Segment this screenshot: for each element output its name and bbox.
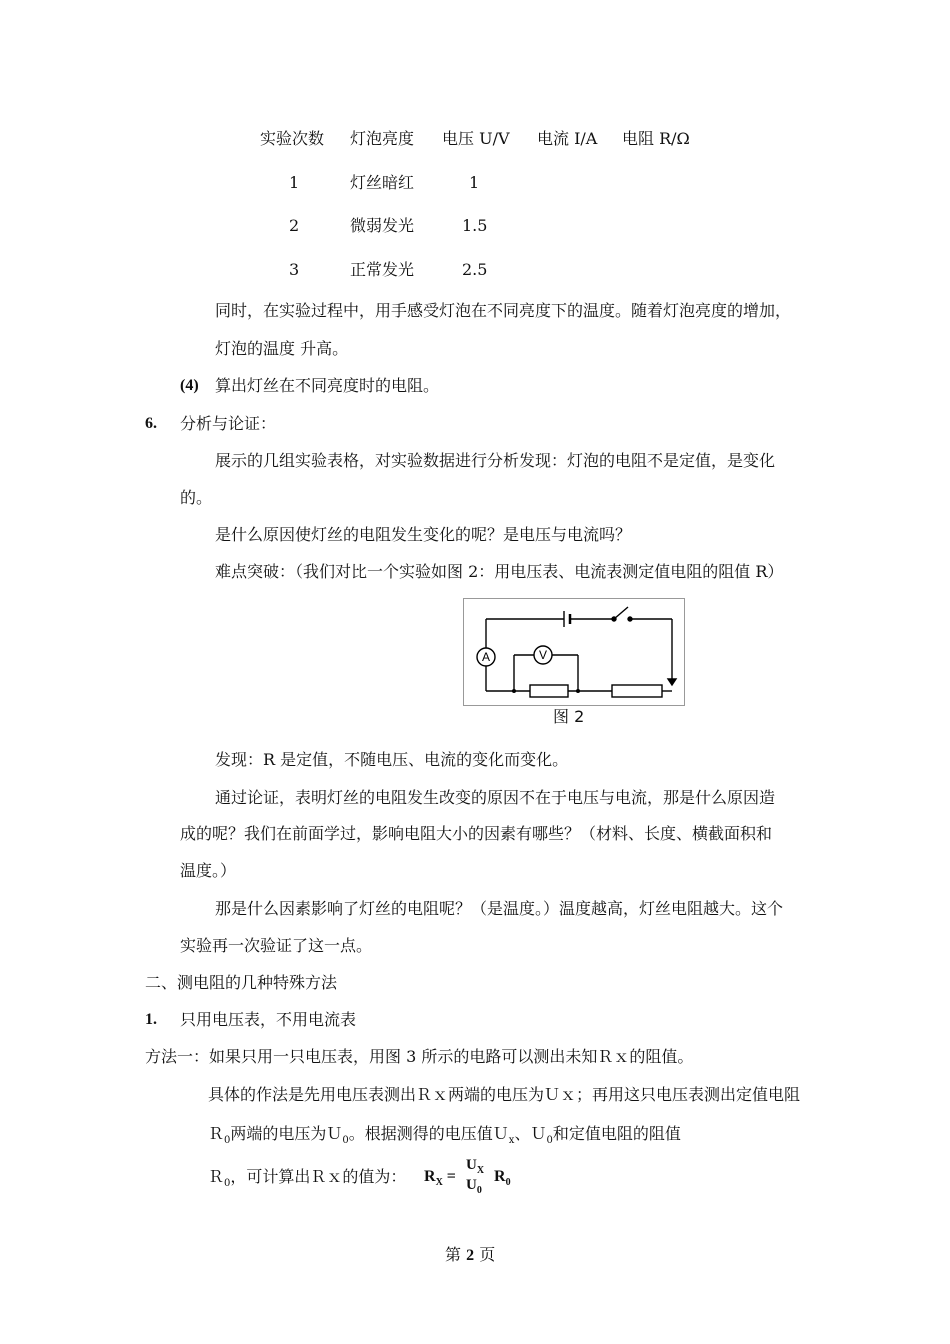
switch-lever — [614, 607, 628, 619]
page-number: 2 — [466, 1247, 475, 1264]
paragraph: 实验再一次验证了这一点。 — [180, 936, 373, 955]
subscript: 0 — [342, 1135, 349, 1146]
rheostat — [612, 685, 662, 697]
step-text: 算出灯丝在不同亮度时的电阻。 — [215, 376, 440, 395]
paragraph: 灯泡的温度 升高。 — [215, 339, 349, 358]
paragraph: 那是什么因素影响了灯丝的电阻呢？（是温度。）温度越高，灯丝电阻越大。这个 — [215, 899, 784, 918]
circuit-figure — [463, 598, 685, 706]
circuit-diagram — [464, 599, 684, 705]
paragraph: 难点突破：（我们对比一个实验如图 2：用电压表、电流表测定值电阻的阻值 R） — [215, 562, 784, 581]
table-cell-trial: 1 — [289, 173, 300, 192]
table-cell-trial: 2 — [289, 216, 300, 235]
table-cell-voltage: 1 — [469, 173, 480, 192]
fixed-resistor — [530, 685, 568, 697]
section-heading: 二、测电阻的几种特殊方法 — [145, 973, 338, 992]
text-run: Ｒ — [208, 1124, 225, 1143]
text-run: 两端的电压为Ｕ — [230, 1124, 343, 1143]
table-header-trial: 实验次数 — [260, 129, 325, 148]
paragraph: 同时，在实验过程中，用手感受灯泡在不同亮度下的温度。随着灯泡亮度的增加， — [215, 301, 792, 320]
table-cell-trial: 3 — [289, 260, 300, 279]
paragraph: 通过论证，表明灯丝的电阻发生改变的原因不在于电压与电流，那是什么原因造 — [215, 788, 776, 807]
paragraph: 是什么原因使灯丝的电阻发生变化的呢？是电压与电流吗？ — [215, 525, 632, 544]
subscript: X — [476, 1165, 485, 1176]
step-number: (4) — [180, 377, 199, 394]
paragraph: 发现：R 是定值，不随电压、电流的变化而变化。 — [215, 750, 569, 769]
formula-equals: = — [446, 1168, 456, 1185]
item-number: 1. — [145, 1011, 157, 1028]
subscript: 0 — [224, 1178, 231, 1189]
formula-symbol: R — [494, 1168, 506, 1185]
formula-symbol: U — [466, 1157, 477, 1173]
subscript: 0 — [476, 1185, 482, 1196]
formula-symbol: U — [466, 1177, 477, 1193]
table-header-brightness: 灯泡亮度 — [350, 129, 415, 148]
text-run: 和定值电阻的阻值 — [552, 1124, 681, 1143]
slider-arrow — [668, 679, 676, 685]
table-cell-voltage: 1.5 — [462, 216, 488, 235]
table-cell-brightness: 灯丝暗红 — [350, 173, 415, 192]
resistance-formula — [424, 1155, 524, 1200]
section-title: 分析与论证： — [180, 414, 277, 433]
table-header-current: 电流 I/A — [537, 129, 598, 148]
figure-caption: 图 2 — [553, 707, 585, 726]
page-footer — [445, 1245, 495, 1266]
footer-text: 第 — [445, 1245, 462, 1264]
footer-text: 页 — [479, 1245, 496, 1264]
subscript: 0 — [546, 1135, 553, 1146]
paragraph: 温度。） — [180, 861, 237, 880]
paragraph: 具体的作法是先用电压表测出Ｒｘ两端的电压为Ｕｘ；再用这只电压表测出定值电阻 — [208, 1085, 801, 1104]
text-run: 、Ｕ — [514, 1124, 547, 1143]
table-header-voltage: 电压 U/V — [442, 129, 510, 148]
voltmeter-label: V — [538, 648, 548, 662]
subscript: x — [508, 1135, 515, 1146]
text-run: Ｒ — [208, 1167, 225, 1186]
subscript: 0 — [224, 1135, 231, 1146]
paragraph: 展示的几组实验表格，对实验数据进行分析发现：灯泡的电阻不是定值，是变化 — [215, 451, 776, 470]
table-cell-brightness: 微弱发光 — [350, 216, 415, 235]
paragraph — [208, 1124, 681, 1151]
formula-rhs — [494, 1167, 511, 1193]
formula-symbol: R — [424, 1168, 436, 1185]
text-run: 。根据测得的电压值Ｕ — [348, 1124, 509, 1143]
item-title: 只用电压表，不用电流表 — [180, 1010, 357, 1029]
paragraph: 方法一：如果只用一只电压表，用图 3 所示的电路可以测出未知Ｒｘ的阻值。 — [145, 1047, 694, 1066]
table-header-resistance: 电阻 R/Ω — [622, 129, 690, 148]
ammeter-label: A — [481, 650, 491, 664]
table-cell-voltage: 2.5 — [462, 260, 488, 279]
subscript: X — [435, 1177, 443, 1188]
formula-denominator — [466, 1175, 482, 1201]
paragraph — [208, 1167, 406, 1194]
table-cell-brightness: 正常发光 — [350, 260, 415, 279]
formula-lhs — [424, 1167, 456, 1193]
section-number: 6. — [145, 415, 157, 432]
paragraph: 的。 — [180, 488, 213, 507]
subscript: 0 — [505, 1177, 511, 1188]
paragraph: 成的呢？我们在前面学过，影响电阻大小的因素有哪些？（材料、长度、横截面积和 — [180, 824, 773, 843]
text-run: ，可计算出Ｒｘ的值为： — [230, 1167, 407, 1186]
